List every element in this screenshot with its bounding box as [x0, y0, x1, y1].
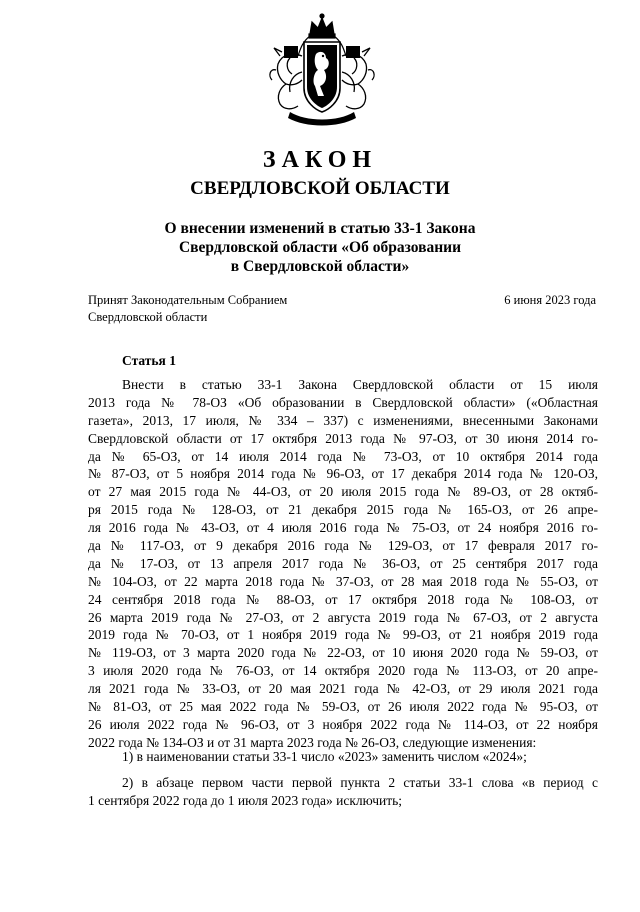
article-heading: Статья 1: [122, 353, 176, 368]
region-title: СВЕРДЛОВСКОЙ ОБЛАСТИ: [190, 178, 450, 199]
amendment-item-2: [88, 774, 598, 810]
paragraph-line: ля 2016 года № 43-ОЗ, от 4 июля 2016 года № 75-ОЗ, от 24 ноября 2016 го-: [88, 520, 598, 536]
paragraph-line: 26 июля 2022 года № 96-ОЗ, от 3 ноября 2022 года № 114-ОЗ, от 22 ноября: [88, 716, 598, 732]
paragraph-line: да № 65-ОЗ, от 14 июля 2014 года № 73-ОЗ, от 10 октября 2014 года: [88, 448, 598, 464]
subtitle-line: О внесении изменений в статью 33-1 Закона: [164, 220, 476, 237]
paragraph-line: Свердловской области от 17 октября 2013 года № 97-ОЗ, от 30 июня 2014 го-: [88, 430, 598, 446]
adoption-date: 6 июня 2023 года: [504, 293, 596, 307]
paragraph-line: ля 2021 года № 33-ОЗ, от 20 мая 2021 года № 42-ОЗ, от 29 июля 2021 года: [88, 681, 598, 697]
paragraph-line: Внести в статью 33-1 Закона Свердловской области от 15 июля: [122, 377, 598, 392]
law-subtitle: [0, 219, 640, 276]
paragraph-line: № 119-ОЗ, от 3 марта 2020 года № 22-ОЗ, от 10 июня 2020 года № 59-ОЗ, от: [88, 645, 598, 661]
paragraph-line: да № 17-ОЗ, от 13 апреля 2017 года № 36-ОЗ, от 25 сентября 2017 года: [88, 555, 598, 571]
adoption-line: Свердловской области: [88, 310, 208, 324]
item-line: 2) в абзаце первом части первой пункта 2 статьи 33-1 слова «в период с: [122, 775, 598, 790]
paragraph-line: от 27 мая 2015 года № 44-ОЗ, от 20 июля 2015 года № 89-ОЗ, от 28 октяб-: [88, 484, 598, 500]
paragraph-line: № 87-ОЗ, от 5 ноября 2014 года № 96-ОЗ, от 17 декабря 2014 года № 120-ОЗ,: [88, 466, 598, 482]
adoption-line: Принят Законодательным Собранием: [88, 293, 288, 307]
paragraph-line: 2013 года № 78-ОЗ «Об образовании в Свердловской области» («Областная: [88, 394, 598, 410]
article-paragraph: [88, 376, 598, 752]
paragraph-line: ря 2015 года № 128-ОЗ, от 21 декабря 2015 года № 165-ОЗ, от 26 апре-: [88, 502, 598, 518]
subtitle-line: Свердловской области «Об образовании: [178, 239, 462, 256]
coat-of-arms-emblem: [266, 12, 378, 128]
paragraph-line: 26 марта 2019 года № 27-ОЗ, от 2 августа 2019 года № 67-ОЗ, от 2 августа: [88, 609, 598, 625]
paragraph-line: 3 июля 2020 года № 76-ОЗ, от 14 октября 2020 года № 113-ОЗ, от 20 апре-: [88, 663, 598, 679]
item-line: 1) в наименовании статьи 33-1 число «2023» заменить числом «2024»;: [122, 749, 527, 764]
adoption-note: [88, 292, 287, 326]
paragraph-line: 2022 года № 134-ОЗ и от 31 марта 2023 года № 26-ОЗ, следующие изменения:: [88, 734, 537, 750]
paragraph-line: 24 сентября 2018 года № 88-ОЗ, от 17 октября 2018 года № 108-ОЗ, от: [88, 591, 598, 607]
paragraph-line: да № 117-ОЗ, от 9 декабря 2016 года № 129-ОЗ, от 17 февраля 2017 го-: [88, 538, 598, 554]
paragraph-line: № 81-ОЗ, от 25 мая 2022 года № 59-ОЗ, от 26 июля 2022 года № 95-ОЗ, от: [88, 699, 598, 715]
paragraph-line: № 104-ОЗ, от 22 марта 2018 года № 37-ОЗ, от 28 мая 2018 года № 55-ОЗ, от: [88, 573, 598, 589]
paragraph-line: газета», 2013, 17 июля, № 334 – 337) с изменениями, внесенными Законами: [88, 412, 598, 428]
subtitle-line: в Свердловской области»: [230, 258, 410, 275]
paragraph-line: 2019 года № 70-ОЗ, от 1 ноября 2019 года № 99-ОЗ, от 21 ноября 2019 года: [88, 627, 598, 643]
item-line: 1 сентября 2022 года до 1 июля 2023 года» исключить;: [88, 792, 403, 808]
amendment-item-1: [88, 748, 598, 766]
document-title: ЗАКОН: [262, 147, 378, 173]
